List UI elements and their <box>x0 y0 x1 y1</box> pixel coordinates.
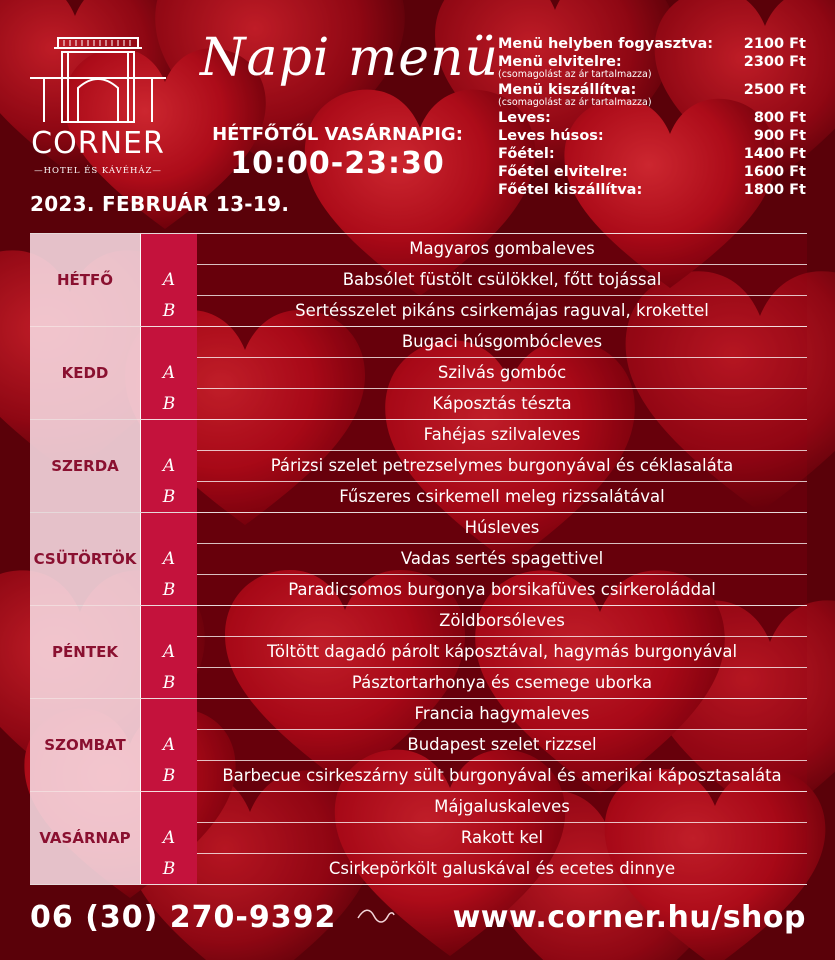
soup-item: Magyaros gombaleves <box>197 234 807 265</box>
day-label: SZOMBAT <box>30 699 141 791</box>
option-a-letter: A <box>162 642 176 662</box>
price-value: 1400 Ft <box>743 146 806 162</box>
soup-item: Bugaci húsgombócleves <box>197 327 807 358</box>
price-name: Főétel kiszállítva: <box>498 182 643 198</box>
page-title: Napi menü <box>200 28 500 88</box>
price-row <box>498 53 806 80</box>
option-letter-column <box>141 327 197 419</box>
dish-a-item: Vadas sertés spagettivel <box>197 544 807 575</box>
price-value: 2500 Ft <box>743 82 806 98</box>
price-row <box>498 145 806 163</box>
option-b-letter: B <box>162 672 176 693</box>
swirl-ornament-icon <box>356 906 396 926</box>
price-value: 2100 Ft <box>743 36 806 52</box>
opening-hours: 10:00-23:30 <box>230 146 445 181</box>
option-letter-column <box>141 234 197 326</box>
weekly-menu-table <box>30 233 807 885</box>
day-label: SZERDA <box>30 420 141 512</box>
day-block-friday <box>30 605 807 698</box>
brand-name: CORNER <box>31 126 165 161</box>
price-name: Főétel elvitelre: <box>498 164 628 180</box>
day-dishes <box>197 513 807 605</box>
price-name: Főétel: <box>498 146 555 162</box>
option-b-letter: B <box>162 765 176 786</box>
option-letter-column <box>141 792 197 884</box>
dish-a-item: Szilvás gombóc <box>197 358 807 389</box>
soup-letter-slot <box>141 420 197 451</box>
price-row <box>498 181 806 199</box>
dish-b-item: Paradicsomos burgonya borsikafüves csirkeroláddal <box>288 580 716 599</box>
day-label: PÉNTEK <box>30 606 141 698</box>
option-letter-column <box>141 699 197 791</box>
option-letter-column <box>141 606 197 698</box>
price-name: Menü elvitelre: <box>498 54 622 70</box>
price-value: 1600 Ft <box>743 164 806 180</box>
dish-b-item: Barbecue csirkeszárny sült burgonyával és amerikai káposztasaláta <box>222 766 782 785</box>
price-name: Leves: <box>498 110 551 126</box>
price-note: (csomagolást az ár tartalmazza) <box>498 97 652 108</box>
dish-b-item: Káposztás tészta <box>432 394 572 413</box>
day-label: HÉTFŐ <box>30 234 141 326</box>
option-a-letter: A <box>162 456 176 476</box>
day-block-tuesday <box>30 326 807 419</box>
soup-letter-slot <box>141 234 197 265</box>
option-b-letter: B <box>162 300 176 321</box>
day-block-sunday <box>30 791 807 885</box>
dish-a-item: Párizsi szelet petrezselymes burgonyával és céklasaláta <box>197 451 807 482</box>
price-value: 2300 Ft <box>743 54 806 70</box>
option-b-letter: B <box>162 393 176 414</box>
dish-b-item: Pásztortarhonya és csemege uborka <box>351 673 653 692</box>
soup-letter-slot <box>141 606 197 637</box>
corner-logo <box>28 30 168 180</box>
price-name: Menü kiszállítva: <box>498 82 637 98</box>
option-letter-column <box>141 420 197 512</box>
day-label: VASÁRNAP <box>30 792 141 884</box>
price-row <box>498 127 806 145</box>
day-block-wednesday <box>30 419 807 512</box>
day-dishes <box>197 606 807 698</box>
price-value: 900 Ft <box>753 128 806 144</box>
day-dishes <box>197 234 807 326</box>
day-label: KEDD <box>30 327 141 419</box>
opening-days-label: HÉTFŐTŐL VASÁRNAPIG: <box>212 124 463 145</box>
soup-letter-slot <box>141 513 197 544</box>
soup-letter-slot <box>141 792 197 823</box>
option-b-letter: B <box>162 579 176 600</box>
option-a-letter: A <box>162 549 176 569</box>
day-dishes <box>197 420 807 512</box>
price-row <box>498 109 806 127</box>
phone-number[interactable]: 06 (30) 270-9392 <box>30 900 337 935</box>
day-dishes <box>197 699 807 791</box>
price-row <box>498 35 806 53</box>
option-letter-column <box>141 513 197 605</box>
price-list <box>498 35 806 199</box>
soup-letter-slot <box>141 699 197 730</box>
option-b-letter: B <box>162 486 176 507</box>
dish-b-item: Sertésszelet pikáns csirkemájas raguval, krokettel <box>295 301 709 320</box>
price-name: Menü helyben fogyasztva: <box>498 36 714 52</box>
soup-item: Májgaluskaleves <box>197 792 807 823</box>
soup-item: Zöldborsóleves <box>197 606 807 637</box>
website-link[interactable]: www.corner.hu/shop <box>452 900 806 935</box>
day-block-thursday <box>30 512 807 605</box>
day-label: CSÜTÖRTÖK <box>30 513 141 605</box>
day-block-saturday <box>30 698 807 791</box>
menu-date-range: 2023. FEBRUÁR 13-19. <box>30 192 290 216</box>
dish-a-item: Babsólet füstölt csülökkel, főtt tojással <box>197 265 807 296</box>
day-dishes <box>197 327 807 419</box>
option-a-letter: A <box>162 735 176 755</box>
soup-item: Fahéjas szilvaleves <box>197 420 807 451</box>
price-note: (csomagolást az ár tartalmazza) <box>498 69 652 80</box>
soup-item: Francia hagymaleves <box>197 699 807 730</box>
option-b-letter: B <box>162 858 176 879</box>
option-a-letter: A <box>162 828 176 848</box>
dish-b-item: Csirkepörkölt galuskával és ecetes dinnye <box>328 859 676 878</box>
brand-subtitle: —HOTEL ÉS KÁVÉHÁZ— <box>34 166 162 176</box>
soup-item: Húsleves <box>197 513 807 544</box>
price-value: 1800 Ft <box>743 182 806 198</box>
option-a-letter: A <box>162 270 176 290</box>
building-gate-icon <box>28 30 168 126</box>
option-a-letter: A <box>162 363 176 383</box>
price-value: 800 Ft <box>753 110 806 126</box>
dish-a-item: Rakott kel <box>197 823 807 854</box>
day-block-monday <box>30 233 807 326</box>
dish-a-item: Töltött dagadó párolt káposztával, hagymás burgonyával <box>197 637 807 668</box>
soup-letter-slot <box>141 327 197 358</box>
price-name: Leves húsos: <box>498 128 604 144</box>
dish-b-item: Fűszeres csirkemell meleg rizssalátával <box>339 487 665 506</box>
price-row <box>498 81 806 108</box>
day-dishes <box>197 792 807 884</box>
dish-a-item: Budapest szelet rizzsel <box>197 730 807 761</box>
price-row <box>498 163 806 181</box>
